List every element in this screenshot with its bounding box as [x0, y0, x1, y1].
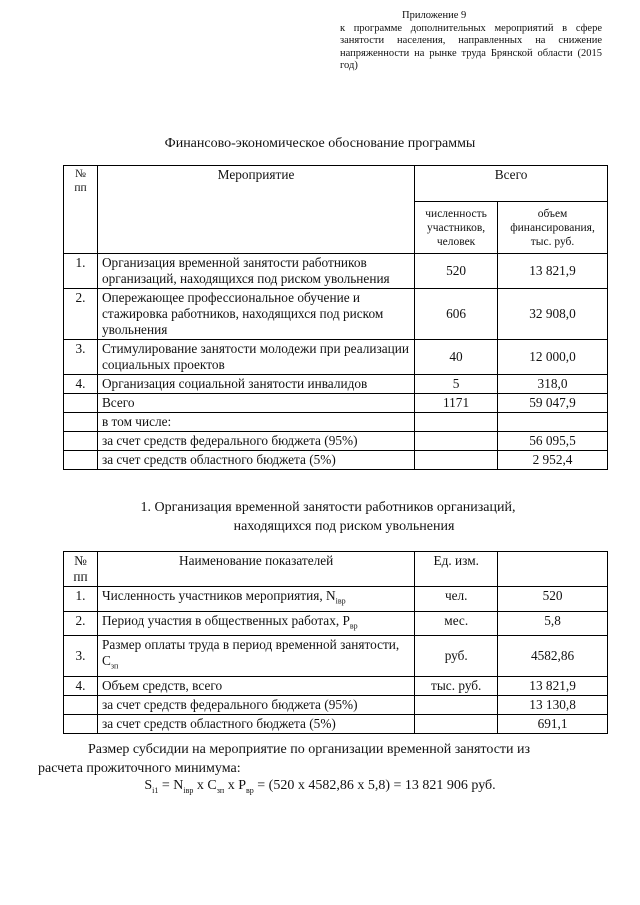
subsidy-line1: Размер субсидии на мероприятие по организации временной занятости из — [88, 742, 531, 757]
including-label: в том числе: — [97, 413, 414, 432]
t2-row1-num: 1. — [64, 587, 98, 612]
t2-row1-value: 520 — [498, 587, 608, 612]
t2-federal-label: за счет средств федерального бюджета (95%) — [97, 695, 414, 714]
row2-count: 606 — [415, 289, 498, 340]
t2-row2-num: 2. — [64, 611, 98, 636]
subsidy-line2: расчета прожиточного минимума: — [38, 761, 241, 776]
t2-header-unit: Ед. изм. — [415, 552, 498, 587]
row3-name: Стимулирование занятости молодежи при реализации социальных проектов — [97, 340, 414, 375]
t2-row4-num: 4. — [64, 676, 98, 695]
regional-label: за счет средств областного бюджета (5%) — [97, 451, 414, 470]
t2-row3-value: 4582,86 — [498, 636, 608, 677]
row2-sum: 32 908,0 — [498, 289, 608, 340]
total-sum: 59 047,9 — [498, 394, 608, 413]
section1-title-line1: 1. Организация временной занятости работников организаций, — [140, 500, 516, 515]
subsidy-formula: $S_{i1} = N_{iвр}$ x $C_{зп}$ x $P_{вр} = (520$ x 4582,86 x 5,8) = 13 821 906 руб. — [144, 778, 496, 795]
row3-sum: 12 000,0 — [498, 340, 608, 375]
header-participants: численность участников, человек — [415, 202, 498, 254]
subsidy-paragraph — [38, 740, 588, 778]
federal-label: за счет средств федерального бюджета (95%) — [97, 432, 414, 451]
t2-header-num: № пп — [64, 552, 98, 587]
row4-sum: 318,0 — [498, 375, 608, 394]
regional-sum: 2 952,4 — [498, 451, 608, 470]
t2-row1-name: Численность участников мероприятия, $N_{iвр}$ — [97, 587, 414, 612]
t2-row2-value: 5,8 — [498, 611, 608, 636]
appendix-text: к программе дополнительных мероприятий в сфере занятости населения, направленных на снижение напряженности на рынке труда Брянской области (2015 год) — [340, 22, 602, 71]
row2-num: 2. — [64, 289, 98, 340]
row1-count: 520 — [415, 254, 498, 289]
header-funding: объем финансирования, тыс. руб. — [498, 202, 608, 254]
row2-name: Опережающее профессиональное обучение и стажировка работников, находящихся под риском увольнения — [97, 289, 414, 340]
appendix-note — [340, 10, 602, 73]
header-total: Всего — [415, 166, 608, 202]
t2-row4-name: Объем средств, всего — [97, 676, 414, 695]
row3-count: 40 — [415, 340, 498, 375]
row4-name: Организация социальной занятости инвалидов — [97, 375, 414, 394]
header-num: № пп — [64, 166, 98, 254]
t2-regional-value: 691,1 — [498, 714, 608, 733]
t2-federal-value: 13 130,8 — [498, 695, 608, 714]
t2-regional-label: за счет средств областного бюджета (5%) — [97, 714, 414, 733]
table1-title: Финансово-экономическое обоснование программы — [164, 136, 476, 151]
t2-row2-name: Период участия в общественных работах, $P_{вр}$ — [97, 611, 414, 636]
total-count: 1171 — [415, 394, 498, 413]
appendix-title: Приложение 9 — [402, 10, 467, 21]
total-label: Всего — [97, 394, 414, 413]
t2-row3-name: Размер оплаты труда в период временной занятости, $C_{зп}$ — [97, 636, 414, 677]
t2-row3-unit: руб. — [415, 636, 498, 677]
t2-row4-unit: тыс. руб. — [415, 676, 498, 695]
row1-name: Организация временной занятости работников организаций, находящихся под риском увольнения — [97, 254, 414, 289]
t2-row2-unit: мес. — [415, 611, 498, 636]
row4-num: 4. — [64, 375, 98, 394]
indicators-table — [63, 551, 608, 734]
financial-table — [63, 165, 608, 470]
row4-count: 5 — [415, 375, 498, 394]
t2-header-name: Наименование показателей — [97, 552, 414, 587]
row3-num: 3. — [64, 340, 98, 375]
t2-row1-unit: чел. — [415, 587, 498, 612]
row1-sum: 13 821,9 — [498, 254, 608, 289]
t2-row4-value: 13 821,9 — [498, 676, 608, 695]
header-event: Мероприятие — [97, 166, 414, 254]
t2-row3-num: 3. — [64, 636, 98, 677]
section1-title-line2: находящихся под риском увольнения — [233, 519, 455, 534]
federal-sum: 56 095,5 — [498, 432, 608, 451]
row1-num: 1. — [64, 254, 98, 289]
